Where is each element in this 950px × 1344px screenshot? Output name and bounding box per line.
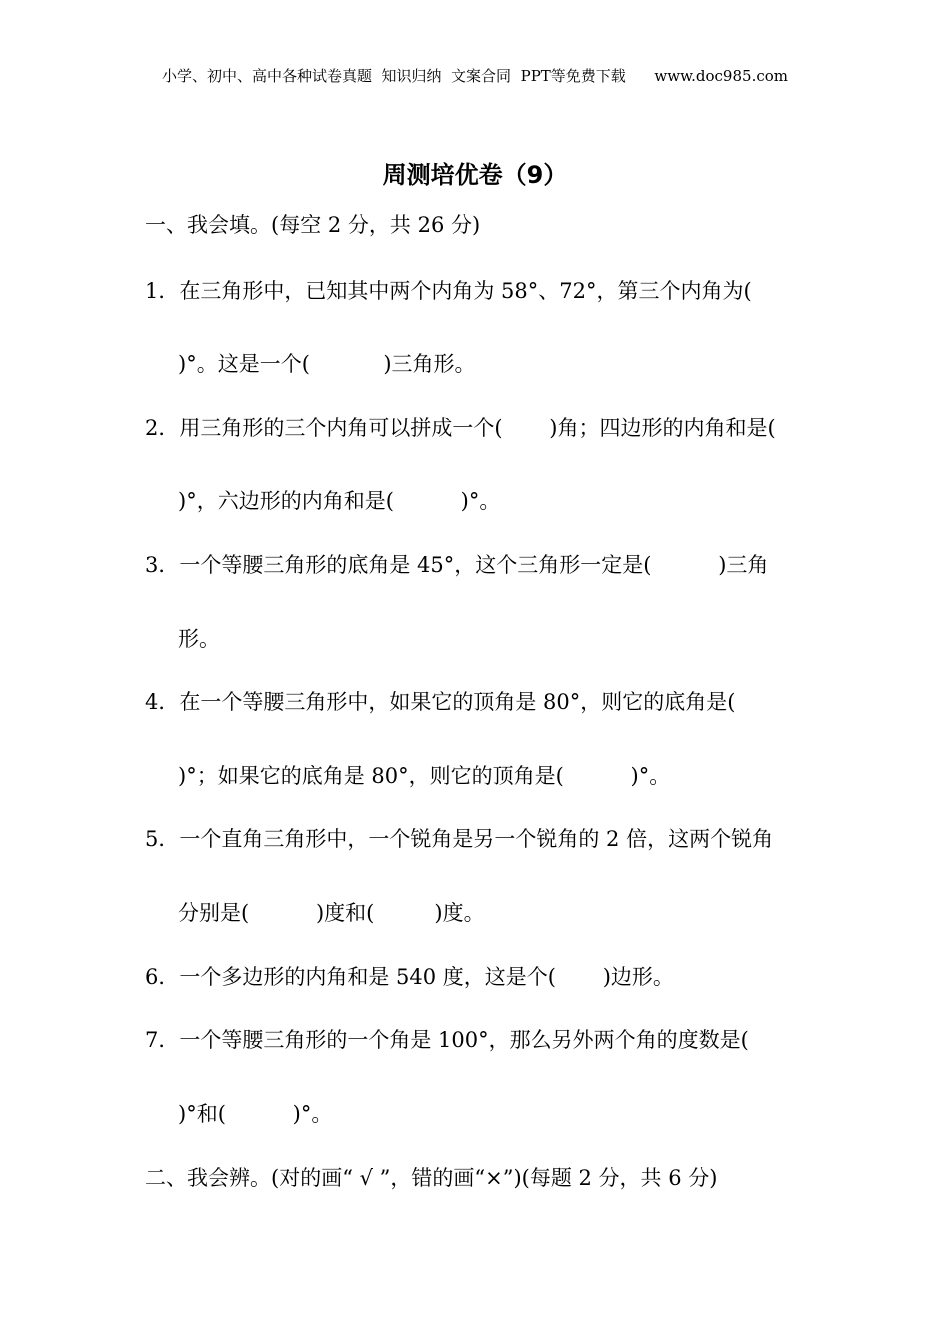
q1-line1: 1．在三角形中，已知其中两个内角为 58°、72°，第三个内角为( — [145, 279, 752, 303]
q4-line1: 4．在一个等腰三角形中，如果它的顶角是 80°，则它的底角是( — [145, 690, 736, 714]
page-title: 周测培优卷（9） — [382, 161, 568, 189]
q1-line2: )°。这是一个( )三角形。 — [178, 352, 476, 376]
q4-line2: )°；如果它的底角是 80°，则它的顶角是( )°。 — [178, 764, 671, 788]
section2-heading: 二、我会辨。(对的画“ √ ”，错的画“×”)(每题 2 分，共 6 分) — [145, 1166, 718, 1190]
q7-line2: )°和( )°。 — [178, 1102, 333, 1126]
section1-heading: 一、我会填。(每空 2 分，共 26 分) — [145, 213, 481, 237]
page-header: 小学、初中、高中各种试卷真题 知识归纳 文案合同 PPT等免费下载 www.doc985.com — [161, 67, 788, 85]
q5-line1: 5．一个直角三角形中，一个锐角是另一个锐角的 2 倍，这两个锐角 — [145, 827, 774, 851]
q2-line2: )°，六边形的内角和是( )°。 — [178, 489, 501, 513]
q2-line1: 2．用三角形的三个内角可以拼成一个( )角；四边形的内角和是( — [145, 416, 776, 440]
q5-line2: 分别是( )度和( )度。 — [178, 901, 485, 925]
q3-line2: 形。 — [178, 627, 220, 651]
q6-line1: 6．一个多边形的内角和是 540 度，这是个( )边形。 — [145, 965, 674, 989]
q3-line1: 3．一个等腰三角形的底角是 45°，这个三角形一定是( )三角 — [145, 553, 769, 577]
q7-line1: 7．一个等腰三角形的一个角是 100°，那么另外两个角的度数是( — [145, 1028, 749, 1052]
